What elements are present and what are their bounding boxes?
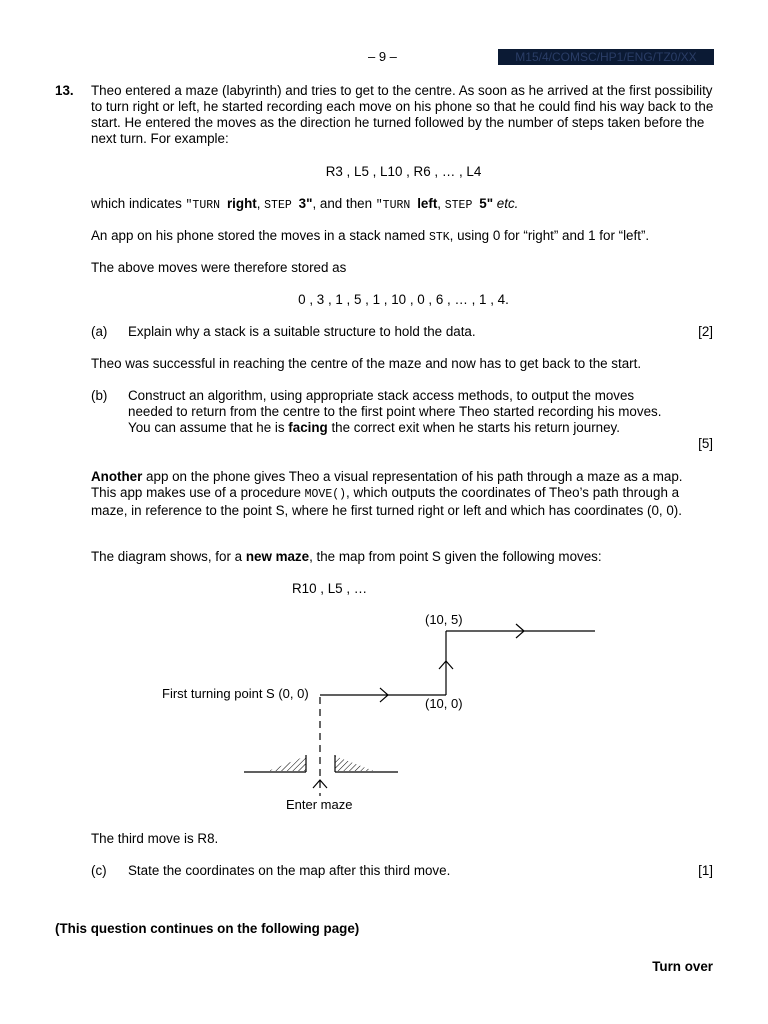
part-b-text-2: the correct exit when he starts his return journey. bbox=[327, 420, 620, 435]
another-text-1: app on the phone gives Theo a visual representation of his path through a maze as a map. This app makes use of a procedure bbox=[91, 469, 683, 500]
successful-text: Theo was successful in reaching the centre of the maze and now has to get back to the start. bbox=[91, 356, 642, 371]
label-enter-maze: Enter maze bbox=[286, 797, 353, 812]
part-b-marks: [5] bbox=[698, 436, 713, 451]
part-b-bold-facing: facing bbox=[288, 420, 328, 435]
question-number: 13. bbox=[55, 83, 74, 98]
paper-code-redacted: M15/4/COMSC/HP1/ENG/TZ0/XX bbox=[498, 49, 714, 65]
part-c-label: (c) bbox=[91, 863, 107, 878]
indicates-bold-3: 3" bbox=[298, 196, 313, 211]
indicates-text-3: , and then bbox=[312, 196, 376, 211]
app-stack-text-2: , using 0 for “right” and 1 for “left”. bbox=[449, 228, 650, 243]
label-coord-10-5: (10, 5) bbox=[425, 612, 463, 627]
another-text-2: , which outputs the coordinates of Theo’s path through a maze, in reference to the point S, where he first turned right or left and which has coordinates (0, 0). bbox=[91, 485, 682, 518]
stk-code: STK bbox=[428, 231, 450, 244]
part-a-marks: [2] bbox=[698, 324, 713, 339]
example-moves: R3 , L5 , L10 , R6 , … , L4 bbox=[325, 164, 482, 179]
indicates-bold-left: left bbox=[417, 196, 438, 211]
diagram-intro-bold: new maze bbox=[245, 549, 310, 564]
part-c-text: State the coordinates on the map after this third move. bbox=[128, 863, 451, 878]
part-b-label: (b) bbox=[91, 388, 108, 403]
turn-over: Turn over bbox=[652, 959, 713, 974]
continues-note: (This question continues on the following page) bbox=[55, 921, 360, 936]
app-stack-text-1: An app on his phone stored the moves in a stack named bbox=[91, 228, 429, 243]
indicates-text-4: , bbox=[437, 196, 445, 211]
third-move-text: The third move is R8. bbox=[91, 831, 219, 846]
label-coord-10-0: (10, 0) bbox=[425, 696, 463, 711]
indicates-code-2: STEP bbox=[264, 199, 299, 212]
indicates-text-2: , bbox=[256, 196, 265, 211]
wall-right-hatch bbox=[335, 756, 374, 771]
stored-values: 0 , 3 , 1 , 5 , 1 , 10 , 0 , 6 , … , 1 , 4. bbox=[298, 292, 509, 307]
move-code: MOVE() bbox=[304, 488, 347, 501]
label-first-turning-point: First turning point S (0, 0) bbox=[162, 686, 309, 701]
stored-as-label: The above moves were therefore stored as bbox=[91, 260, 347, 275]
diagram-intro-text-1: The diagram shows, for a bbox=[91, 549, 246, 564]
diagram-moves: R10 , L5 , … bbox=[292, 581, 368, 596]
indicates-code-3: "TURN bbox=[375, 199, 418, 212]
indicates-etc: etc. bbox=[496, 196, 519, 211]
part-a-text: Explain why a stack is a suitable structure to hold the data. bbox=[128, 324, 476, 339]
page-number: – 9 – bbox=[368, 49, 397, 64]
indicates-code-4: STEP bbox=[444, 199, 480, 212]
indicates-code-1: "TURN bbox=[185, 199, 227, 212]
part-a-label: (a) bbox=[91, 324, 108, 339]
another-bold: Another bbox=[91, 469, 143, 484]
indicates-bold-right: right bbox=[226, 196, 257, 211]
indicates-bold-5: 5" bbox=[479, 196, 494, 211]
diagram-intro-text-2: , the map from point S given the following moves: bbox=[309, 549, 602, 564]
indicates-text-1: which indicates bbox=[91, 196, 186, 211]
part-c-marks: [1] bbox=[698, 863, 713, 878]
wall-left-hatch bbox=[268, 756, 306, 771]
question-intro: Theo entered a maze (labyrinth) and tries to get to the centre. As soon as he arrived at the first possibility to turn right or left, he started recording each move on his phone so that he could find his way back to the start. He entered the moves as the direction he turned followed by the number of steps taken before the next turn. For example: bbox=[91, 83, 714, 146]
part-b-text-1: Construct an algorithm, using appropriate stack access methods, to output the moves needed to return from the centre to the first point where Theo started recording his moves. You can assume that he is bbox=[128, 388, 662, 435]
